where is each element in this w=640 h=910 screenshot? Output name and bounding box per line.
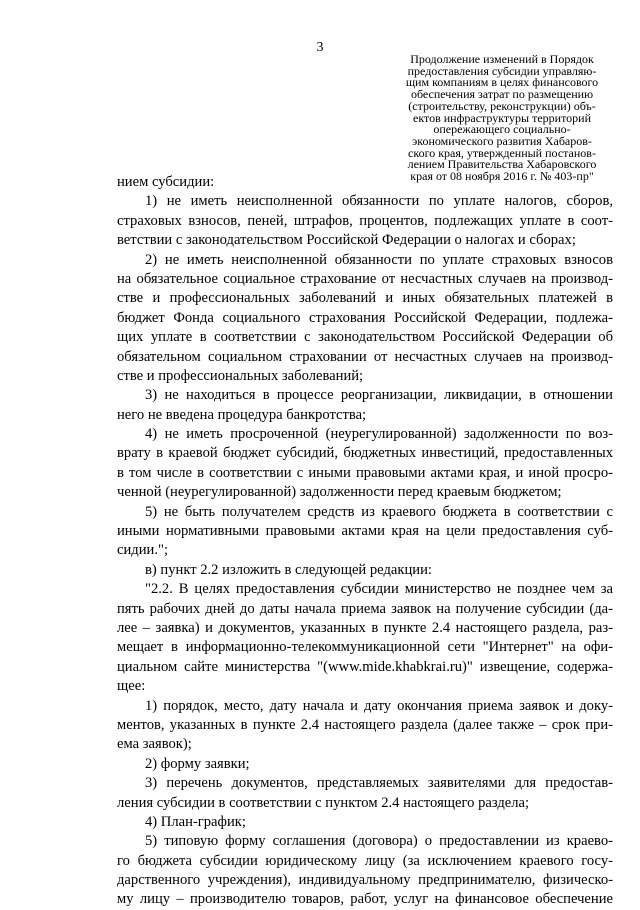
text-line: сидии."; xyxy=(117,542,168,559)
text-line: 1) не иметь неисполненной обязанности по уплате налогов, сборов, xyxy=(145,193,613,210)
text-line: ветствии с законодательством Российской Федерации о налогах и сборах; xyxy=(117,232,576,249)
document-body xyxy=(117,169,613,910)
text-line: бюджет Фонда социального страхования Российской Федерации, подлежа- xyxy=(117,309,613,326)
header-note xyxy=(393,54,611,183)
text-line: в) пункт 2.2 изложить в следующей редакции: xyxy=(145,561,432,578)
text-line: щее: xyxy=(117,678,146,695)
text-line: врату в краевой бюджет субсидий, бюджетных инвестиций, предоставленных xyxy=(117,445,613,462)
header-note-line: ектов инфраструктуры территорий xyxy=(413,110,591,125)
text-line: 3) не находиться в процессе реорганизации, ликвидации, в отношении xyxy=(145,387,613,404)
text-line: ления субсидии в соответствии с пунктом 2.4 настоящего раздела; xyxy=(117,794,530,811)
text-line: иными нормативными правовыми актами края на цели предоставления суб- xyxy=(117,523,613,540)
text-line: му лицу – производителю товаров, работ, услуг на финансовое обеспечение xyxy=(117,891,613,908)
header-note-line: предоставления субсидии управляю- xyxy=(407,63,597,78)
text-line: 2) не иметь неисполненной обязанности по уплате страховых взносов xyxy=(145,251,613,268)
text-line: 5) типовую форму соглашения (договора) о предоставлении из краево- xyxy=(145,833,613,850)
text-line: обязательном социальном страховании от несчастных случаев на производ- xyxy=(117,348,613,365)
page-number: 3 xyxy=(316,40,324,55)
text-line: ема заявок); xyxy=(117,736,192,753)
text-line: циальном сайте министерства "(www.mide.khabkrai.ru)" извещение, содержа- xyxy=(117,658,613,675)
text-line: дарственного учреждения), индивидуальному предпринимателю, физическо- xyxy=(117,872,613,889)
header-note-line: (строительству, реконструкции) объ- xyxy=(408,98,596,113)
text-line: 4) не иметь просроченной (неурегулированной) задолженности по воз- xyxy=(145,426,613,443)
header-note-line: щим компаниям в целях финансового xyxy=(405,75,599,90)
text-line: стве и профессиональных заболеваний; xyxy=(117,367,364,384)
text-line: "2.2. В целях предоставления субсидии министерство не позднее чем за xyxy=(145,581,613,598)
header-note-line: опережающего социально- xyxy=(433,122,571,137)
text-line: пять рабочих дней до даты начала приема заявок на получение субсидии (да- xyxy=(117,600,613,617)
text-line: в том числе в соответствии с иными правовыми актами края, и иной просро- xyxy=(117,464,613,481)
text-line: 2) форму заявки; xyxy=(145,755,250,772)
text-line: него не введена процедура банкротства; xyxy=(117,406,367,423)
header-note-line: края от 08 ноября 2016 г. № 403-пр" xyxy=(410,169,594,184)
header-note-line: ского края, утвержденный постанов- xyxy=(408,145,596,160)
text-line: 3) перечень документов, представляемых заявителями для предостав- xyxy=(145,775,613,792)
text-line: 1) порядок, место, дату начала и дату окончания приема заявок и доку- xyxy=(145,697,613,714)
text-line: мещает в информационно-телекоммуникационной сети "Интернет" на офи- xyxy=(117,639,613,656)
header-note-line: экономического развития Хабаров- xyxy=(412,133,592,148)
header-note-line: лением Правительства Хабаровского xyxy=(407,157,597,172)
text-line: 5) не быть получателем средств из краевого бюджета в соответствии с xyxy=(145,503,613,520)
text-line: лее – заявка) и документов, указанных в пункте 2.4 настоящего раздела, раз- xyxy=(117,619,613,636)
header-note-line: Продолжение изменений в Порядок xyxy=(410,52,594,66)
text-line: на обязательное социальное страхование от несчастных случаев на производ- xyxy=(117,270,613,287)
text-line: стве и профессиональных заболеваний и иных обязательных платежей в xyxy=(117,290,613,307)
text-line: ченной (неурегулированной) задолженности перед краевым бюджетом; xyxy=(117,484,562,501)
text-line: нием субсидии: xyxy=(117,174,215,190)
header-note-line: обеспечения затрат по размещению xyxy=(410,87,594,102)
text-line: щих уплате в соответствии с законодательством Российской Федерации об xyxy=(117,329,613,346)
text-line: страховых взносов, пеней, штрафов, процентов, подлежащих уплате в соот- xyxy=(117,212,613,229)
text-line: го бюджета субсидии юридическому лицу (за исключением краевого госу- xyxy=(117,852,613,869)
text-line: ментов, указанных в пункте 2.4 настоящего раздела (далее также – срок при- xyxy=(117,716,613,733)
text-line: 4) План-график; xyxy=(145,813,246,830)
